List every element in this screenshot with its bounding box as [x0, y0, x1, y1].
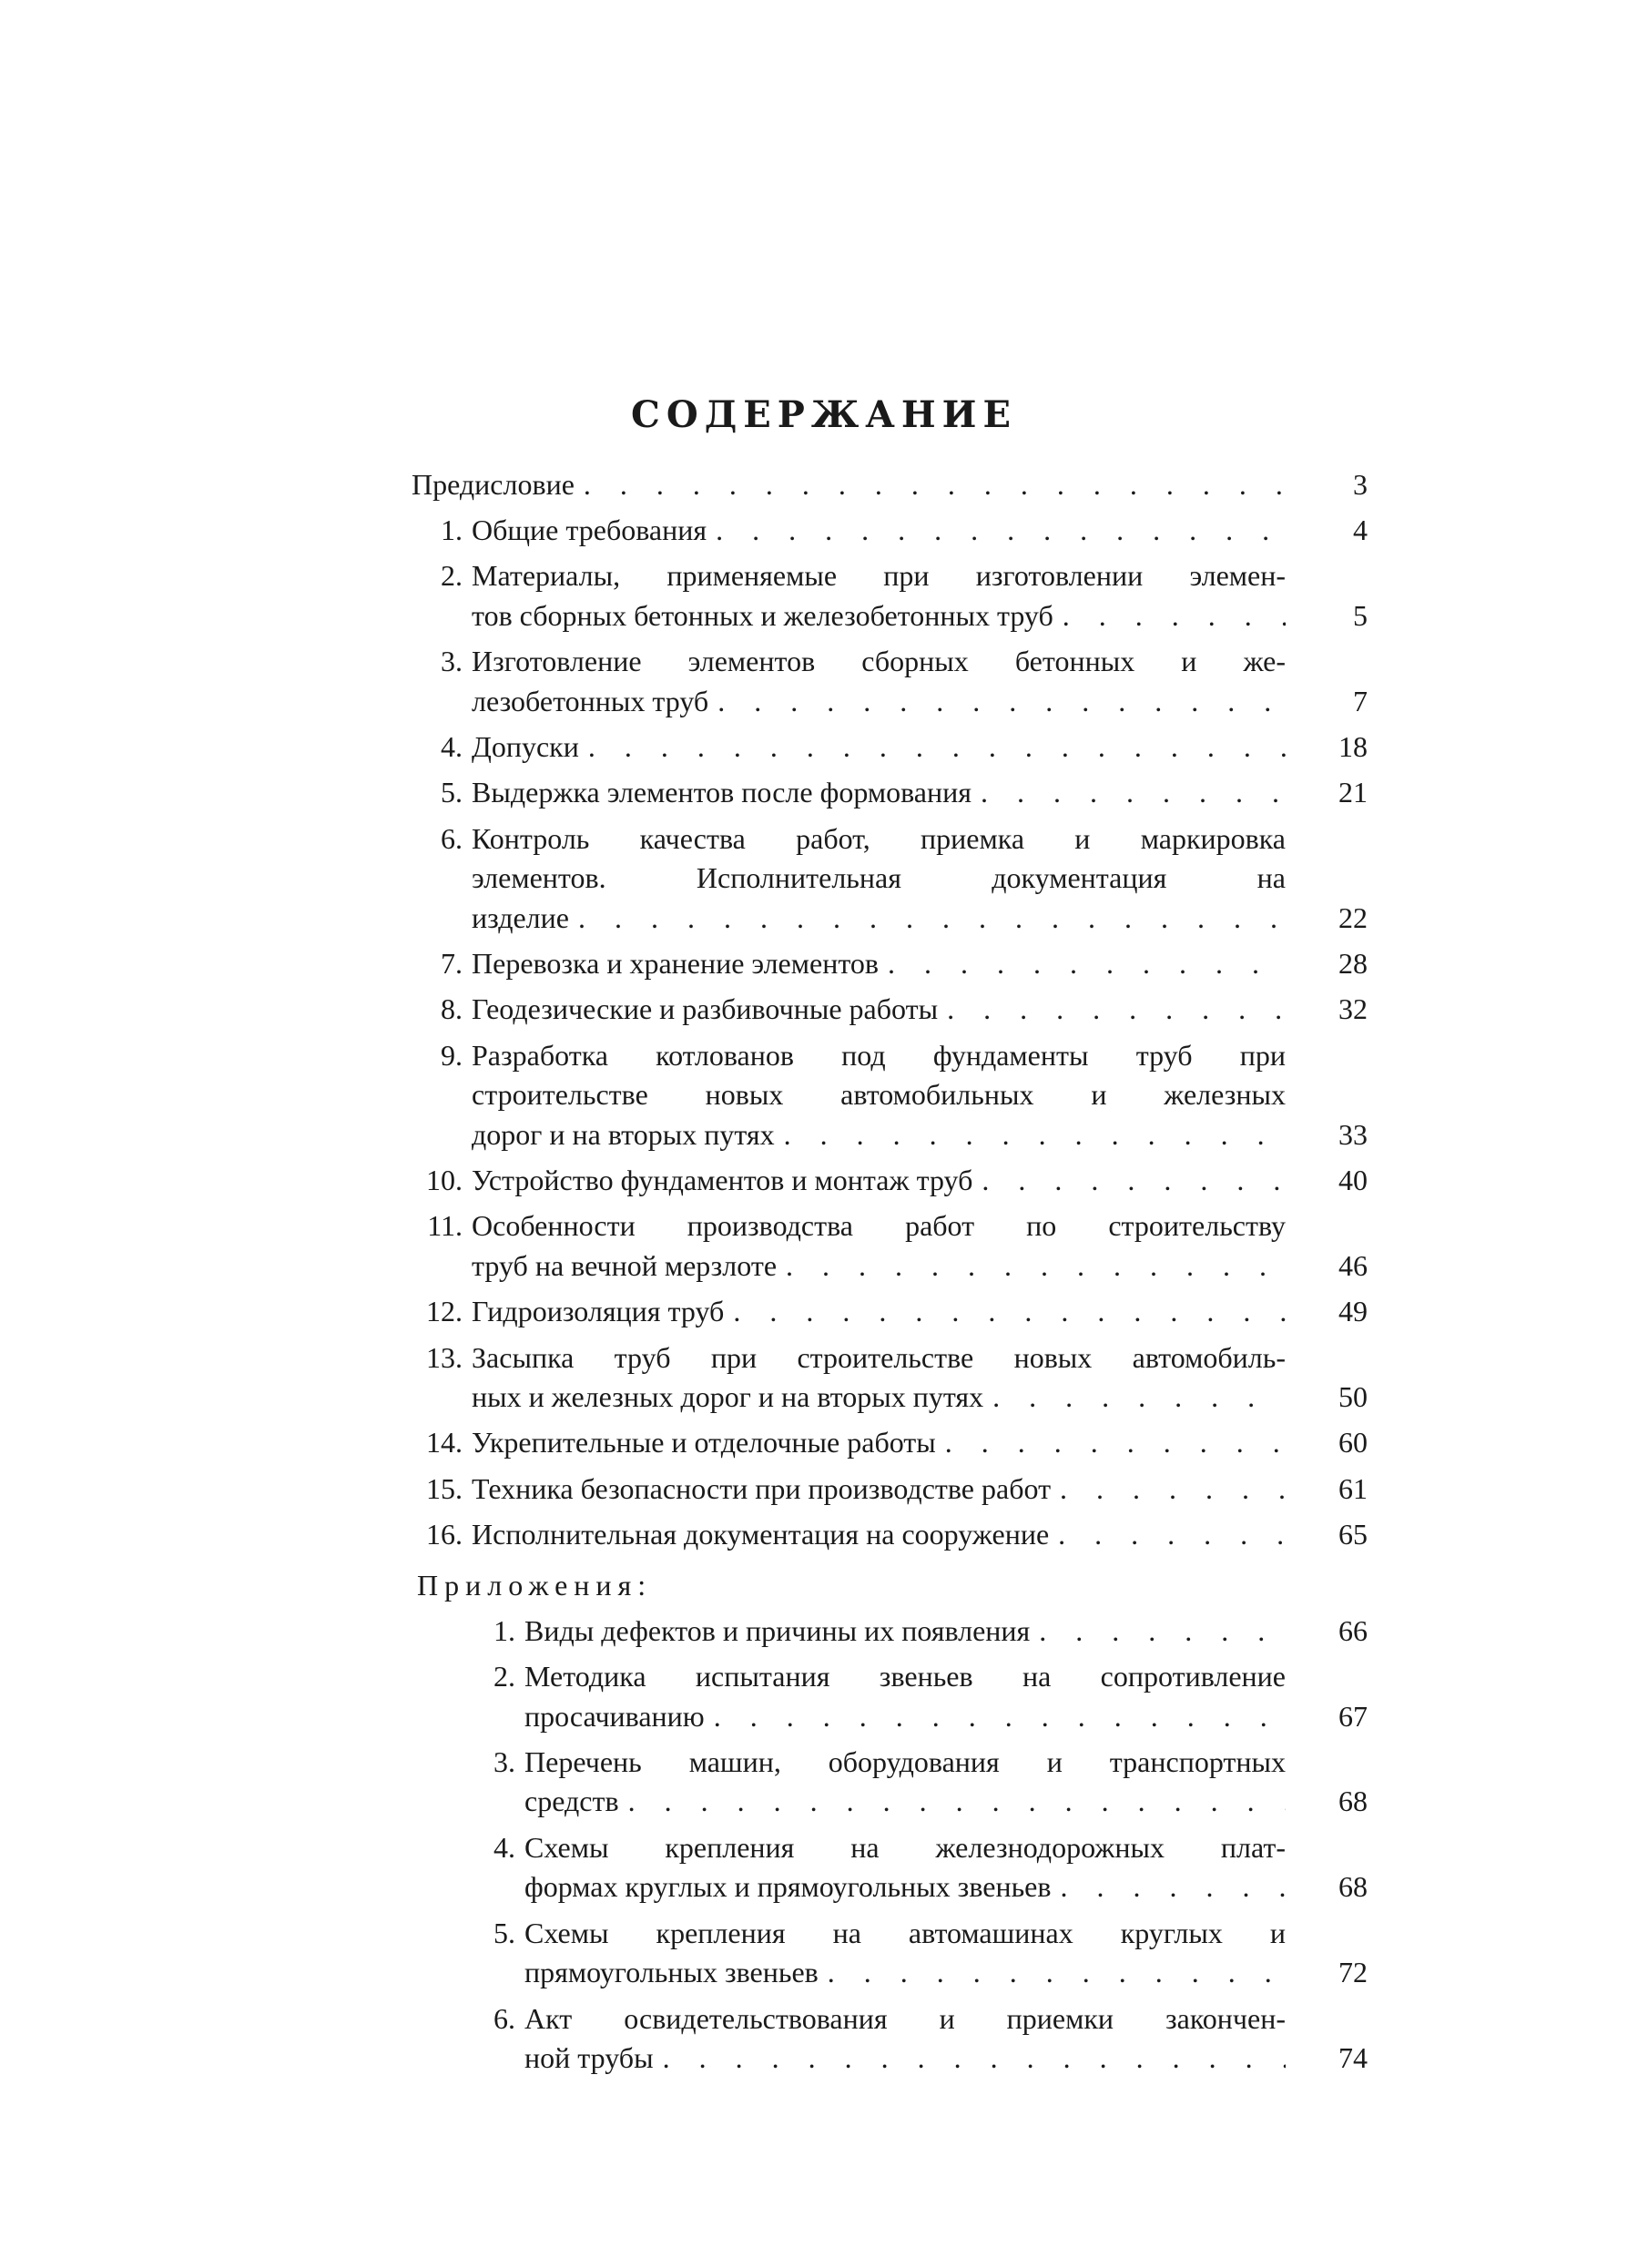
toc-entry-number: 4.: [493, 1830, 515, 1864]
appendix-heading: Приложения:: [417, 1569, 653, 1602]
toc-entry-number: 1.: [441, 514, 463, 547]
toc-entry-page: 46: [1338, 1249, 1368, 1283]
toc-entry-number: 6.: [441, 821, 463, 855]
toc-entry-number: 14.: [426, 1426, 463, 1459]
toc-entry-line: [524, 1744, 1286, 1780]
leader-dots: [716, 512, 1286, 548]
toc-entry-line: [472, 1516, 1286, 1552]
toc-entry-number: 12.: [426, 1295, 463, 1328]
toc-entry-page: 68: [1338, 1870, 1368, 1904]
leader-dots: [828, 1954, 1286, 1990]
toc-entry-line: [524, 1698, 1286, 1734]
toc-entry-line-text: формах круглых и прямоугольных звеньев: [524, 1870, 1052, 1904]
leader-dots: [628, 1783, 1286, 1819]
toc-entry-number: 10.: [426, 1164, 463, 1197]
toc-entry-line: [524, 1658, 1286, 1694]
leader-dots: [786, 1247, 1286, 1284]
toc-entry-line: [524, 2000, 1286, 2037]
toc-entry-number: 7.: [441, 947, 463, 981]
toc-entry-line: [472, 597, 1286, 634]
toc-entry-line-text: средств: [524, 1785, 619, 1818]
toc-entry[interactable]: [0, 1339, 1648, 1419]
toc-entry-line-text: Акт освидетельствования и приемки закончен-: [524, 2001, 1286, 2035]
toc-entry-page: 40: [1338, 1164, 1368, 1197]
toc-entry-line-text: Техника безопасности при производстве работ: [472, 1471, 1052, 1505]
toc-entry-line: [524, 1612, 1286, 1649]
leader-dots: [992, 1378, 1286, 1415]
toc-entry-number: 16.: [426, 1517, 463, 1551]
toc-entry-line-text: Виды дефектов и причины их появления: [524, 1613, 1031, 1647]
toc-entry[interactable]: [0, 466, 1648, 506]
toc-entry-line-text: Засыпка труб при строительстве новых автомобиль-: [472, 1340, 1286, 1374]
toc-entry-line-text: Общие требования: [472, 514, 707, 547]
toc-entry[interactable]: [0, 1037, 1648, 1156]
toc-entry-line-text: просачиванию: [524, 1699, 705, 1733]
toc-entry[interactable]: [0, 1744, 1648, 1823]
toc-entry-page: 7: [1353, 684, 1368, 717]
toc-entry-number: 9.: [441, 1038, 463, 1072]
leader-dots: [714, 1698, 1286, 1734]
toc-entry[interactable]: [0, 557, 1648, 636]
leader-dots: [1039, 1612, 1286, 1649]
leader-dots: [982, 1162, 1286, 1198]
toc-entry[interactable]: [0, 643, 1648, 722]
leader-dots: [1060, 1470, 1286, 1507]
toc-entry[interactable]: [0, 2000, 1648, 2080]
toc-entry-line: [472, 728, 1286, 765]
toc-entry-page: 67: [1338, 1699, 1368, 1733]
toc-entry[interactable]: [0, 1293, 1648, 1333]
toc-entry-line: [524, 1915, 1286, 1951]
toc-entry[interactable]: [0, 1612, 1648, 1653]
leader-dots: [588, 728, 1286, 765]
toc-entry-line-text: ной трубы: [524, 2041, 654, 2075]
page-title: СОДЕРЖАНИЕ: [631, 393, 1017, 436]
toc-entry[interactable]: [0, 1424, 1648, 1464]
toc-entry-page: 33: [1338, 1117, 1368, 1151]
toc-entry-line: [472, 512, 1286, 548]
toc-entry[interactable]: [0, 820, 1648, 940]
toc-entry-number: 3.: [493, 1744, 515, 1778]
toc-entry-number: 3.: [441, 645, 463, 678]
toc-entry-line-text: Допуски: [472, 730, 579, 764]
toc-entry-line-text: Изготовление элементов сборных бетонных и же-: [472, 645, 1286, 678]
toc-entry-page: 72: [1338, 1956, 1368, 1989]
toc-entry-line: [472, 1378, 1286, 1415]
toc-entry-page: 66: [1338, 1613, 1368, 1647]
toc-entry-page: 68: [1338, 1785, 1368, 1818]
toc-entry-page: 4: [1353, 514, 1368, 547]
toc-entry-line-text: Особенности производства работ по строительству: [472, 1209, 1286, 1243]
toc-entry[interactable]: [0, 512, 1648, 552]
toc-entry-number: 6.: [493, 2001, 515, 2035]
toc-entry[interactable]: [0, 1915, 1648, 1994]
toc-entry-page: 61: [1338, 1471, 1368, 1505]
toc-entry[interactable]: [0, 945, 1648, 985]
toc-entry[interactable]: [0, 728, 1648, 768]
toc-entry-page: 49: [1338, 1295, 1368, 1328]
toc-entry-line-text: труб на вечной мерзлоте: [472, 1249, 778, 1283]
toc-entry-line-text: Исполнительная документация на сооружение: [472, 1517, 1050, 1551]
toc-entry-line: [472, 774, 1286, 810]
toc-entry-line-text: Контроль качества работ, приемка и маркировка: [472, 821, 1286, 855]
leader-dots: [1060, 1868, 1286, 1905]
toc-entry-number: 5.: [441, 776, 463, 809]
toc-entry-page: 3: [1353, 468, 1368, 501]
toc-entry-line-text: тов сборных бетонных и железобетонных труб: [472, 599, 1053, 633]
toc-entry-line: [472, 1293, 1286, 1329]
toc-entry-number: 11.: [427, 1209, 463, 1243]
toc-entry-line: [472, 1339, 1286, 1376]
toc-entry-line: [524, 1868, 1286, 1905]
toc-entry-line-text: элементов. Исполнительная документация на: [472, 861, 1286, 895]
toc-entry-line: [472, 1076, 1286, 1113]
toc-entry-line-text: Гидроизоляция труб: [472, 1295, 725, 1328]
toc-entry-line: [472, 1424, 1286, 1460]
toc-entry-line: [472, 643, 1286, 679]
toc-entry-line: [472, 683, 1286, 719]
leader-dots: [663, 2039, 1286, 2076]
toc-entry-line: [472, 900, 1286, 936]
toc-entry-line-text: Материалы, применяемые при изготовлении элемен-: [472, 559, 1286, 593]
toc-entry-line-text: Перечень машин, оборудования и транспортных: [524, 1744, 1286, 1778]
toc-entry-number: 2.: [493, 1659, 515, 1693]
leader-dots: [981, 774, 1286, 810]
toc-entry-page: 32: [1338, 992, 1368, 1026]
toc-entry-number: 15.: [426, 1471, 463, 1505]
toc-entry-line-text: Перевозка и хранение элементов: [472, 947, 879, 981]
toc-entry-page: 60: [1338, 1426, 1368, 1459]
toc-entry[interactable]: [0, 1516, 1648, 1556]
toc-entry-line: [524, 2039, 1286, 2076]
toc-entry[interactable]: [0, 1470, 1648, 1510]
toc-entry-line: [472, 945, 1286, 981]
toc-entry-line-text: Разработка котлованов под фундаменты труб при: [472, 1038, 1286, 1072]
toc-entry[interactable]: [0, 774, 1648, 814]
toc-entry-line-text: Выдержка элементов после формования: [472, 776, 972, 809]
toc-entry-page: 50: [1338, 1380, 1368, 1414]
toc-entry-line: [472, 1162, 1286, 1198]
leader-dots: [784, 1116, 1286, 1153]
toc-entry[interactable]: [0, 1829, 1648, 1908]
toc-entry-line-text: ных и железных дорог и на вторых путях: [472, 1380, 984, 1414]
toc-entry-line: [472, 859, 1286, 896]
toc-entry-line-text: лезобетонных труб: [472, 684, 709, 717]
toc-entry-page: 21: [1338, 776, 1368, 809]
toc-entry-line-text: изделие: [472, 900, 569, 934]
toc-entry-line-text: дорог и на вторых путях: [472, 1117, 775, 1151]
toc-entry-line: [472, 991, 1286, 1027]
toc-entry-line: [472, 820, 1286, 857]
toc-entry-line-text: Геодезические и разбивочные работы: [472, 992, 939, 1026]
toc-entry-line: [412, 466, 1286, 503]
leader-dots: [1058, 1516, 1286, 1552]
toc-entry-line: [524, 1954, 1286, 1990]
toc-entry[interactable]: [0, 1207, 1648, 1287]
toc-entry-page: 28: [1338, 947, 1368, 981]
leader-dots: [945, 1424, 1286, 1460]
toc-entry-line-text: Предисловие: [412, 468, 575, 501]
leader-dots: [947, 991, 1286, 1027]
toc-entry-line-text: Методика испытания звеньев на сопротивление: [524, 1659, 1286, 1693]
toc-entry-line-text: Схемы крепления на железнодорожных плат-: [524, 1830, 1286, 1864]
toc-entry-page: 5: [1353, 599, 1368, 633]
toc-entry-number: 5.: [493, 1916, 515, 1949]
toc-entry-number: 2.: [441, 559, 463, 593]
toc-entry-line: [472, 1247, 1286, 1284]
toc-entry-line-text: Схемы крепления на автомашинах круглых и: [524, 1916, 1286, 1949]
toc-entry-line: [472, 1470, 1286, 1507]
toc-entry-line-text: строительстве новых автомобильных и железных: [472, 1078, 1286, 1112]
leader-dots: [717, 683, 1286, 719]
leader-dots: [578, 900, 1286, 936]
leader-dots: [733, 1293, 1286, 1329]
toc-entry-line-text: Укрепительные и отделочные работы: [472, 1426, 936, 1459]
toc-entry-line: [472, 1207, 1286, 1244]
toc-entry-page: 18: [1338, 730, 1368, 764]
toc-entry[interactable]: [0, 1162, 1648, 1202]
toc-entry-number: 1.: [493, 1613, 515, 1647]
toc-entry[interactable]: [0, 1658, 1648, 1737]
toc-entry-line: [472, 1037, 1286, 1073]
toc-entry-page: 74: [1338, 2041, 1368, 2075]
toc-entry-line-text: Устройство фундаментов и монтаж труб: [472, 1164, 973, 1197]
toc-entry-line-text: прямоугольных звеньев: [524, 1956, 819, 1989]
toc-entry-number: 13.: [426, 1340, 463, 1374]
toc-entry-number: 8.: [441, 992, 463, 1026]
toc-entry-page: 22: [1338, 900, 1368, 934]
toc-entry[interactable]: [0, 991, 1648, 1031]
toc-entry-number: 4.: [441, 730, 463, 764]
toc-entry-page: 65: [1338, 1517, 1368, 1551]
toc-entry-line: [524, 1783, 1286, 1819]
toc-entry-line: [472, 557, 1286, 594]
leader-dots: [888, 945, 1286, 981]
toc-entry-line: [524, 1829, 1286, 1866]
leader-dots: [1063, 597, 1286, 634]
leader-dots: [584, 466, 1286, 503]
toc-entry-line: [472, 1116, 1286, 1153]
